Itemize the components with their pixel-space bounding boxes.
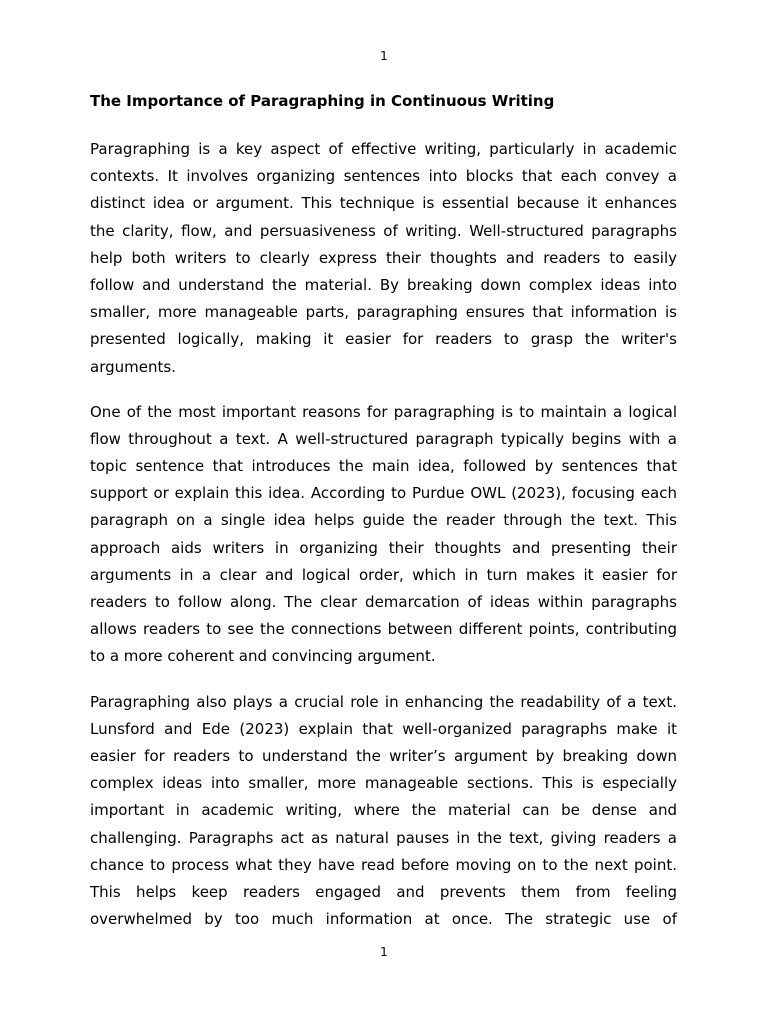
text-line: important in academic writing, where the material can be dense and [90,801,677,820]
text-line: arguments. [90,357,176,376]
text-line: paragraph on a single idea helps guide the reader through the text. This [90,511,677,530]
text-line: readers to follow along. The clear demarcation of ideas within paragraphs [90,593,677,611]
text-line: to a more coherent and convincing argument. [90,647,436,666]
document-title: The Importance of Paragraphing in Continuous Writing [90,92,555,110]
text-line: complex ideas into smaller, more manageable sections. This is especially [90,774,677,793]
footer-page-number: 1 [380,945,388,959]
text-line: This helps keep readers engaged and prevents them from feeling [90,882,677,901]
paragraph-3 [90,689,677,934]
text-line: easier for readers to understand the writer’s argument by breaking down [90,746,677,765]
text-line: allows readers to see the connections between different points, contributing [90,620,677,639]
text-line: help both writers to clearly express their thoughts and readers to easily [90,248,677,267]
text-line: approach aids writers in organizing their thoughts and presenting their [90,538,677,557]
text-line: flow throughout a text. A well-structured paragraph typically begins with a [90,429,677,448]
text-line: topic sentence that introduces the main idea, followed by sentences that [90,457,677,476]
text-line: Paragraphing is a key aspect of effective writing, particularly in academic [90,140,677,158]
text-line: follow and understand the material. By breaking down complex ideas into [90,275,677,294]
text-line: One of the most important reasons for paragraphing is to maintain a logical [90,402,677,421]
text-line: presented logically, making it easier for readers to grasp the writer's [90,330,677,349]
text-line: contexts. It involves organizing sentences into blocks that each convey a [90,167,677,186]
header-page-number: 1 [380,49,388,63]
text-line: arguments in a clear and logical order, which in turn makes it easier for [90,565,677,584]
text-line: chance to process what they have read before moving on to the next point. [90,855,677,874]
text-line: Paragraphing also plays a crucial role in enhancing the readability of a text. [90,692,677,711]
text-line: smaller, more manageable parts, paragraphing ensures that information is [90,303,677,322]
document-body [90,91,677,951]
paragraph-1 [90,136,677,381]
text-line: challenging. Paragraphs act as natural pauses in the text, giving readers a [90,828,677,847]
text-line: support or explain this idea. According to Purdue OWL (2023), focusing each [90,484,677,503]
text-line: Lunsford and Ede (2023) explain that well-organized paragraphs make it [90,719,677,738]
text-line: overwhelmed by too much information at once. The strategic use of [90,910,677,929]
paragraph-2 [90,399,677,671]
text-line: distinct idea or argument. This technique is essential because it enhances [90,194,677,213]
text-line: the clarity, flow, and persuasiveness of writing. Well-structured paragraphs [90,221,677,240]
